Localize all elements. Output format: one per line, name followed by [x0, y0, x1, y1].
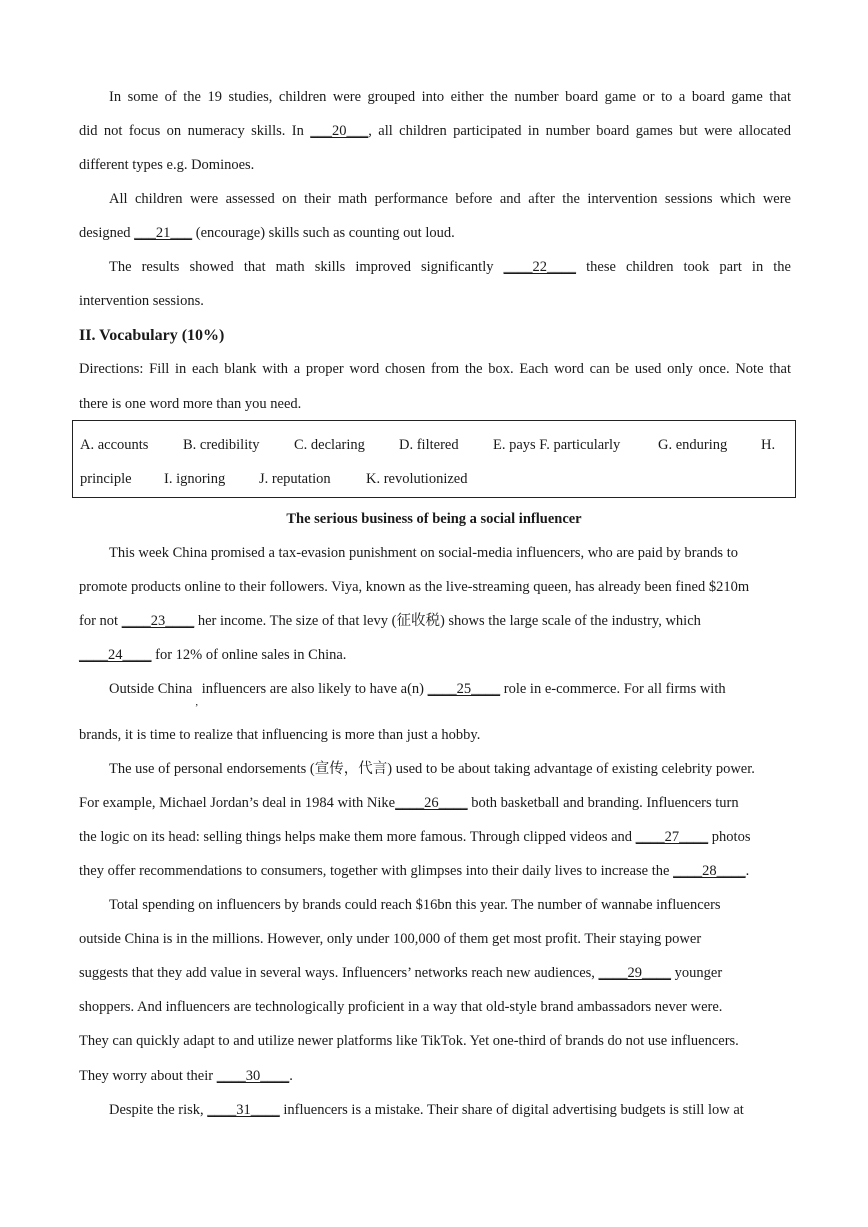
p1-line4: ____24____ for 12% of online sales in China.: [79, 647, 347, 663]
stray-comma: ,: [195, 696, 199, 708]
para3-line1: The results showed that math skills improved significantly ____22____ these children took part in the: [109, 259, 791, 275]
directions-line2: there is one word more than you need.: [79, 396, 302, 412]
blank-28[interactable]: ____28____: [673, 863, 746, 879]
p4-line3: suggests that they add value in several ways. Influencers’ networks reach new audiences, ____29____ younger: [79, 965, 723, 981]
blank-25[interactable]: ____25____: [427, 681, 501, 697]
p1-line3: for not ____23____ her income. The size of that levy (征收税) shows the large scale of the industry, which: [79, 613, 701, 629]
blank-22[interactable]: ____22____: [503, 259, 577, 275]
p4-line1: Total spending on influencers by brands could reach $16bn this year. The number of wannabe influencers: [109, 897, 721, 913]
blank-27[interactable]: ____27____: [635, 829, 709, 845]
word-option-c: C. declaring: [294, 437, 365, 453]
word-option-b: B. credibility: [183, 437, 260, 453]
blank-31[interactable]: ____31____: [207, 1102, 280, 1118]
word-option-g: G. enduring: [658, 437, 728, 453]
word-option-j: J. reputation: [259, 471, 331, 487]
para2-line1: All children were assessed on their math performance before and after the intervention sessions which were: [109, 191, 791, 207]
p3-line2: For example, Michael Jordan’s deal in 1984 with Nike____26____ both basketball and branding. Influencers turn: [79, 795, 739, 811]
word-option-i: I. ignoring: [164, 471, 226, 487]
blank-20[interactable]: ___20___: [310, 123, 369, 139]
word-box: [72, 420, 796, 498]
blank-26[interactable]: ____26____: [395, 795, 468, 811]
p3-line1: The use of personal endorsements (宣传，代言) used to be about taking advantage of existing celebrity power.: [109, 761, 755, 777]
article-title: The serious business of being a social influencer: [286, 511, 582, 527]
blank-29[interactable]: ____29____: [598, 965, 672, 981]
p3-line4: they offer recommendations to consumers, together with glimpses into their daily lives to increase the ____28____.: [79, 863, 750, 879]
word-option-k: K. revolutionized: [366, 471, 468, 487]
section-heading: II. Vocabulary (10%): [79, 327, 225, 344]
p4-line4: shoppers. And influencers are technologically proficient in a way that old-style brand ambassadors never were.: [79, 999, 723, 1015]
para2-line2: designed ___21___ (encourage) skills such as counting out loud.: [79, 225, 455, 241]
blank-21[interactable]: ___21___: [134, 225, 193, 241]
p4-line2: outside China is in the millions. However, only under 100,000 of them get most profit. Their staying power: [79, 931, 702, 947]
para1-line2: did not focus on numeracy skills. In ___20___, all children participated in number board games but were allocated: [79, 123, 791, 139]
para1-line3: different types e.g. Dominoes.: [79, 157, 255, 173]
p4-line5: They can quickly adapt to and utilize newer platforms like TikTok. Yet one-third of brands do not use influencers.: [79, 1033, 739, 1049]
blank-24[interactable]: ____24____: [79, 647, 152, 663]
p1-line1: This week China promised a tax-evasion punishment on social-media influencers, who are paid by brands to: [109, 545, 738, 561]
word-option-h-label: H.: [761, 437, 776, 453]
blank-30[interactable]: ____30____: [216, 1068, 290, 1084]
para1-line1: In some of the 19 studies, children were grouped into either the number board game or to a board game that: [109, 89, 791, 105]
p1-line2: promote products online to their followers. Viya, known as the live-streaming queen, has already been fined $210m: [79, 579, 750, 595]
word-option-e-f: E. pays F. particularly: [493, 437, 621, 453]
p2-line2: brands, it is time to realize that influencing is more than just a hobby.: [79, 727, 481, 743]
p4-line6: They worry about their ____30____.: [79, 1068, 293, 1084]
p5-line1: Despite the risk, ____31____ influencers is a mistake. Their share of digital advertising budgets is still low at: [109, 1102, 744, 1118]
word-option-h: principle: [80, 471, 132, 487]
directions-line1: Directions: Fill in each blank with a proper word chosen from the box. Each word can be used only once. Note that: [79, 361, 791, 377]
word-option-a: A. accounts: [80, 437, 149, 453]
p2-line1: Outside China$_,$ influencers are also likely to have a(n) ____25____ role in e-commerce. For all firms with: [109, 681, 726, 708]
p3-line3: the logic on its head: selling things helps make them more famous. Through clipped videos and ____27____ photos: [79, 829, 751, 845]
para3-line2: intervention sessions.: [79, 293, 204, 309]
word-option-d: D. filtered: [399, 437, 459, 453]
blank-23[interactable]: ____23____: [121, 613, 195, 629]
